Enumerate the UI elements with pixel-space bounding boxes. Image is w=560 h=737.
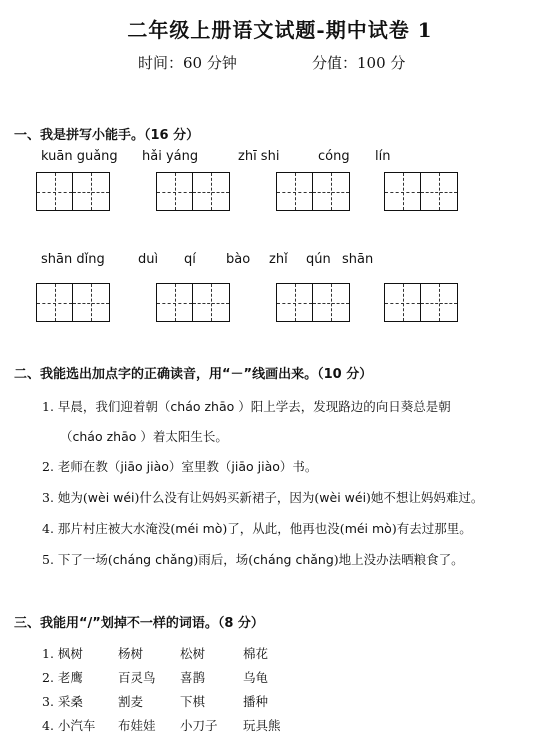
question-1-line-2 xyxy=(60,427,228,445)
section1-heading: 一、我是拼写小能手。（16 分） xyxy=(14,128,200,143)
writing-box[interactable] xyxy=(384,172,458,211)
pinyin-label: zhī shi xyxy=(238,149,280,164)
word-item[interactable]: 播种 xyxy=(243,694,269,709)
word-item[interactable]: 小刀子 xyxy=(180,718,218,733)
pinyin-choice[interactable]: cháo zhāo xyxy=(170,399,235,414)
pinyin-choice[interactable]: cháng chǎng xyxy=(112,552,194,567)
question-text: )她不想让妈妈难过。 xyxy=(366,490,484,505)
question-3 xyxy=(42,488,483,506)
pinyin-choice[interactable]: wèi wéi xyxy=(87,490,135,505)
writing-box[interactable] xyxy=(156,283,230,322)
writing-box[interactable] xyxy=(276,283,350,322)
writing-box[interactable] xyxy=(36,283,110,322)
question-text: 2. 老师在教（ xyxy=(42,459,121,474)
word-item[interactable]: 松树 xyxy=(180,646,206,661)
section3-heading: 三、我能用“/”划掉不一样的词语。（8 分） xyxy=(14,616,264,631)
pinyin-choice[interactable]: méi mò xyxy=(344,521,392,536)
word-item[interactable]: 3. 采桑 xyxy=(42,694,83,709)
writing-box[interactable] xyxy=(36,172,110,211)
question-text: )了，从此，他再也没( xyxy=(222,521,345,536)
pinyin-label: lín xyxy=(375,149,391,164)
writing-grid-row-2 xyxy=(0,283,560,325)
pinyin-label: shān xyxy=(342,252,374,267)
pinyin-choice[interactable]: wèi wéi xyxy=(319,490,367,505)
question-text: 5. 下了一场( xyxy=(42,552,113,567)
question-text: 4. 那片村庄被大水淹没( xyxy=(42,521,176,536)
pinyin-label: hǎi yáng xyxy=(142,149,199,164)
question-5 xyxy=(42,550,464,568)
pinyin-choice[interactable]: cháng chǎng xyxy=(253,552,334,567)
word-item[interactable]: 喜鹊 xyxy=(180,670,206,685)
question-2 xyxy=(42,457,317,475)
word-item[interactable]: 棉花 xyxy=(243,646,269,661)
word-item[interactable]: 2. 老鹰 xyxy=(42,670,83,685)
question-text: )地上没办法晒粮食了。 xyxy=(333,552,464,567)
question-text: )有去过那里。 xyxy=(391,521,472,536)
pinyin-label: shān dǐng xyxy=(41,252,105,267)
word-item[interactable]: 布娃娃 xyxy=(118,718,156,733)
pinyin-label: cóng xyxy=(318,149,350,164)
question-text: )雨后，场( xyxy=(193,552,254,567)
pinyin-label: qí xyxy=(184,252,196,267)
writing-grid-row-1 xyxy=(0,172,560,214)
word-item[interactable]: 下棋 xyxy=(180,694,206,709)
pinyin-label: qún xyxy=(306,252,331,267)
time-label: 时间：60 分钟 xyxy=(138,54,237,72)
word-item[interactable]: 玩具熊 xyxy=(243,718,281,733)
writing-box[interactable] xyxy=(276,172,350,211)
word-item[interactable]: 乌龟 xyxy=(243,670,269,685)
score-label: 分值：100 分 xyxy=(312,54,406,72)
pinyin-label: zhǐ xyxy=(269,252,288,267)
section2-heading: 二、我能选出加点字的正确读音，用“－”线画出来。（10 分） xyxy=(14,367,373,382)
writing-box[interactable] xyxy=(384,283,458,322)
question-text: （ xyxy=(60,429,73,444)
writing-box[interactable] xyxy=(156,172,230,211)
question-text: 3. 她为( xyxy=(42,490,88,505)
question-text: ）室里教（ xyxy=(168,459,232,474)
question-1-line-1 xyxy=(42,397,451,415)
word-item[interactable]: 杨树 xyxy=(118,646,144,661)
pinyin-choice[interactable]: jiāo jiào xyxy=(231,459,280,474)
word-item[interactable]: 4. 小汽车 xyxy=(42,718,96,733)
pinyin-choice[interactable]: cháo zhāo xyxy=(72,429,137,444)
word-item[interactable]: 1. 枫树 xyxy=(42,646,83,661)
pinyin-label: kuān guǎng xyxy=(41,149,118,164)
question-text: )什么没有让妈妈买新裙子，因为( xyxy=(134,490,320,505)
question-4 xyxy=(42,519,472,537)
question-text: ）着太阳生长。 xyxy=(136,429,228,444)
question-text: ）阳上学去，发现路边的向日葵总是朝 xyxy=(234,399,451,414)
question-text: ）书。 xyxy=(279,459,318,474)
pinyin-label: duì xyxy=(138,252,159,267)
pinyin-choice[interactable]: jiāo jiào xyxy=(120,459,169,474)
word-item[interactable]: 百灵鸟 xyxy=(118,670,156,685)
pinyin-label: bào xyxy=(226,252,251,267)
exam-title: 二年级上册语文试题-期中试卷 1 xyxy=(127,18,433,42)
pinyin-choice[interactable]: méi mò xyxy=(175,521,223,536)
question-text: 1. 早晨，我们迎着朝（ xyxy=(42,399,171,414)
word-item[interactable]: 割麦 xyxy=(118,694,144,709)
